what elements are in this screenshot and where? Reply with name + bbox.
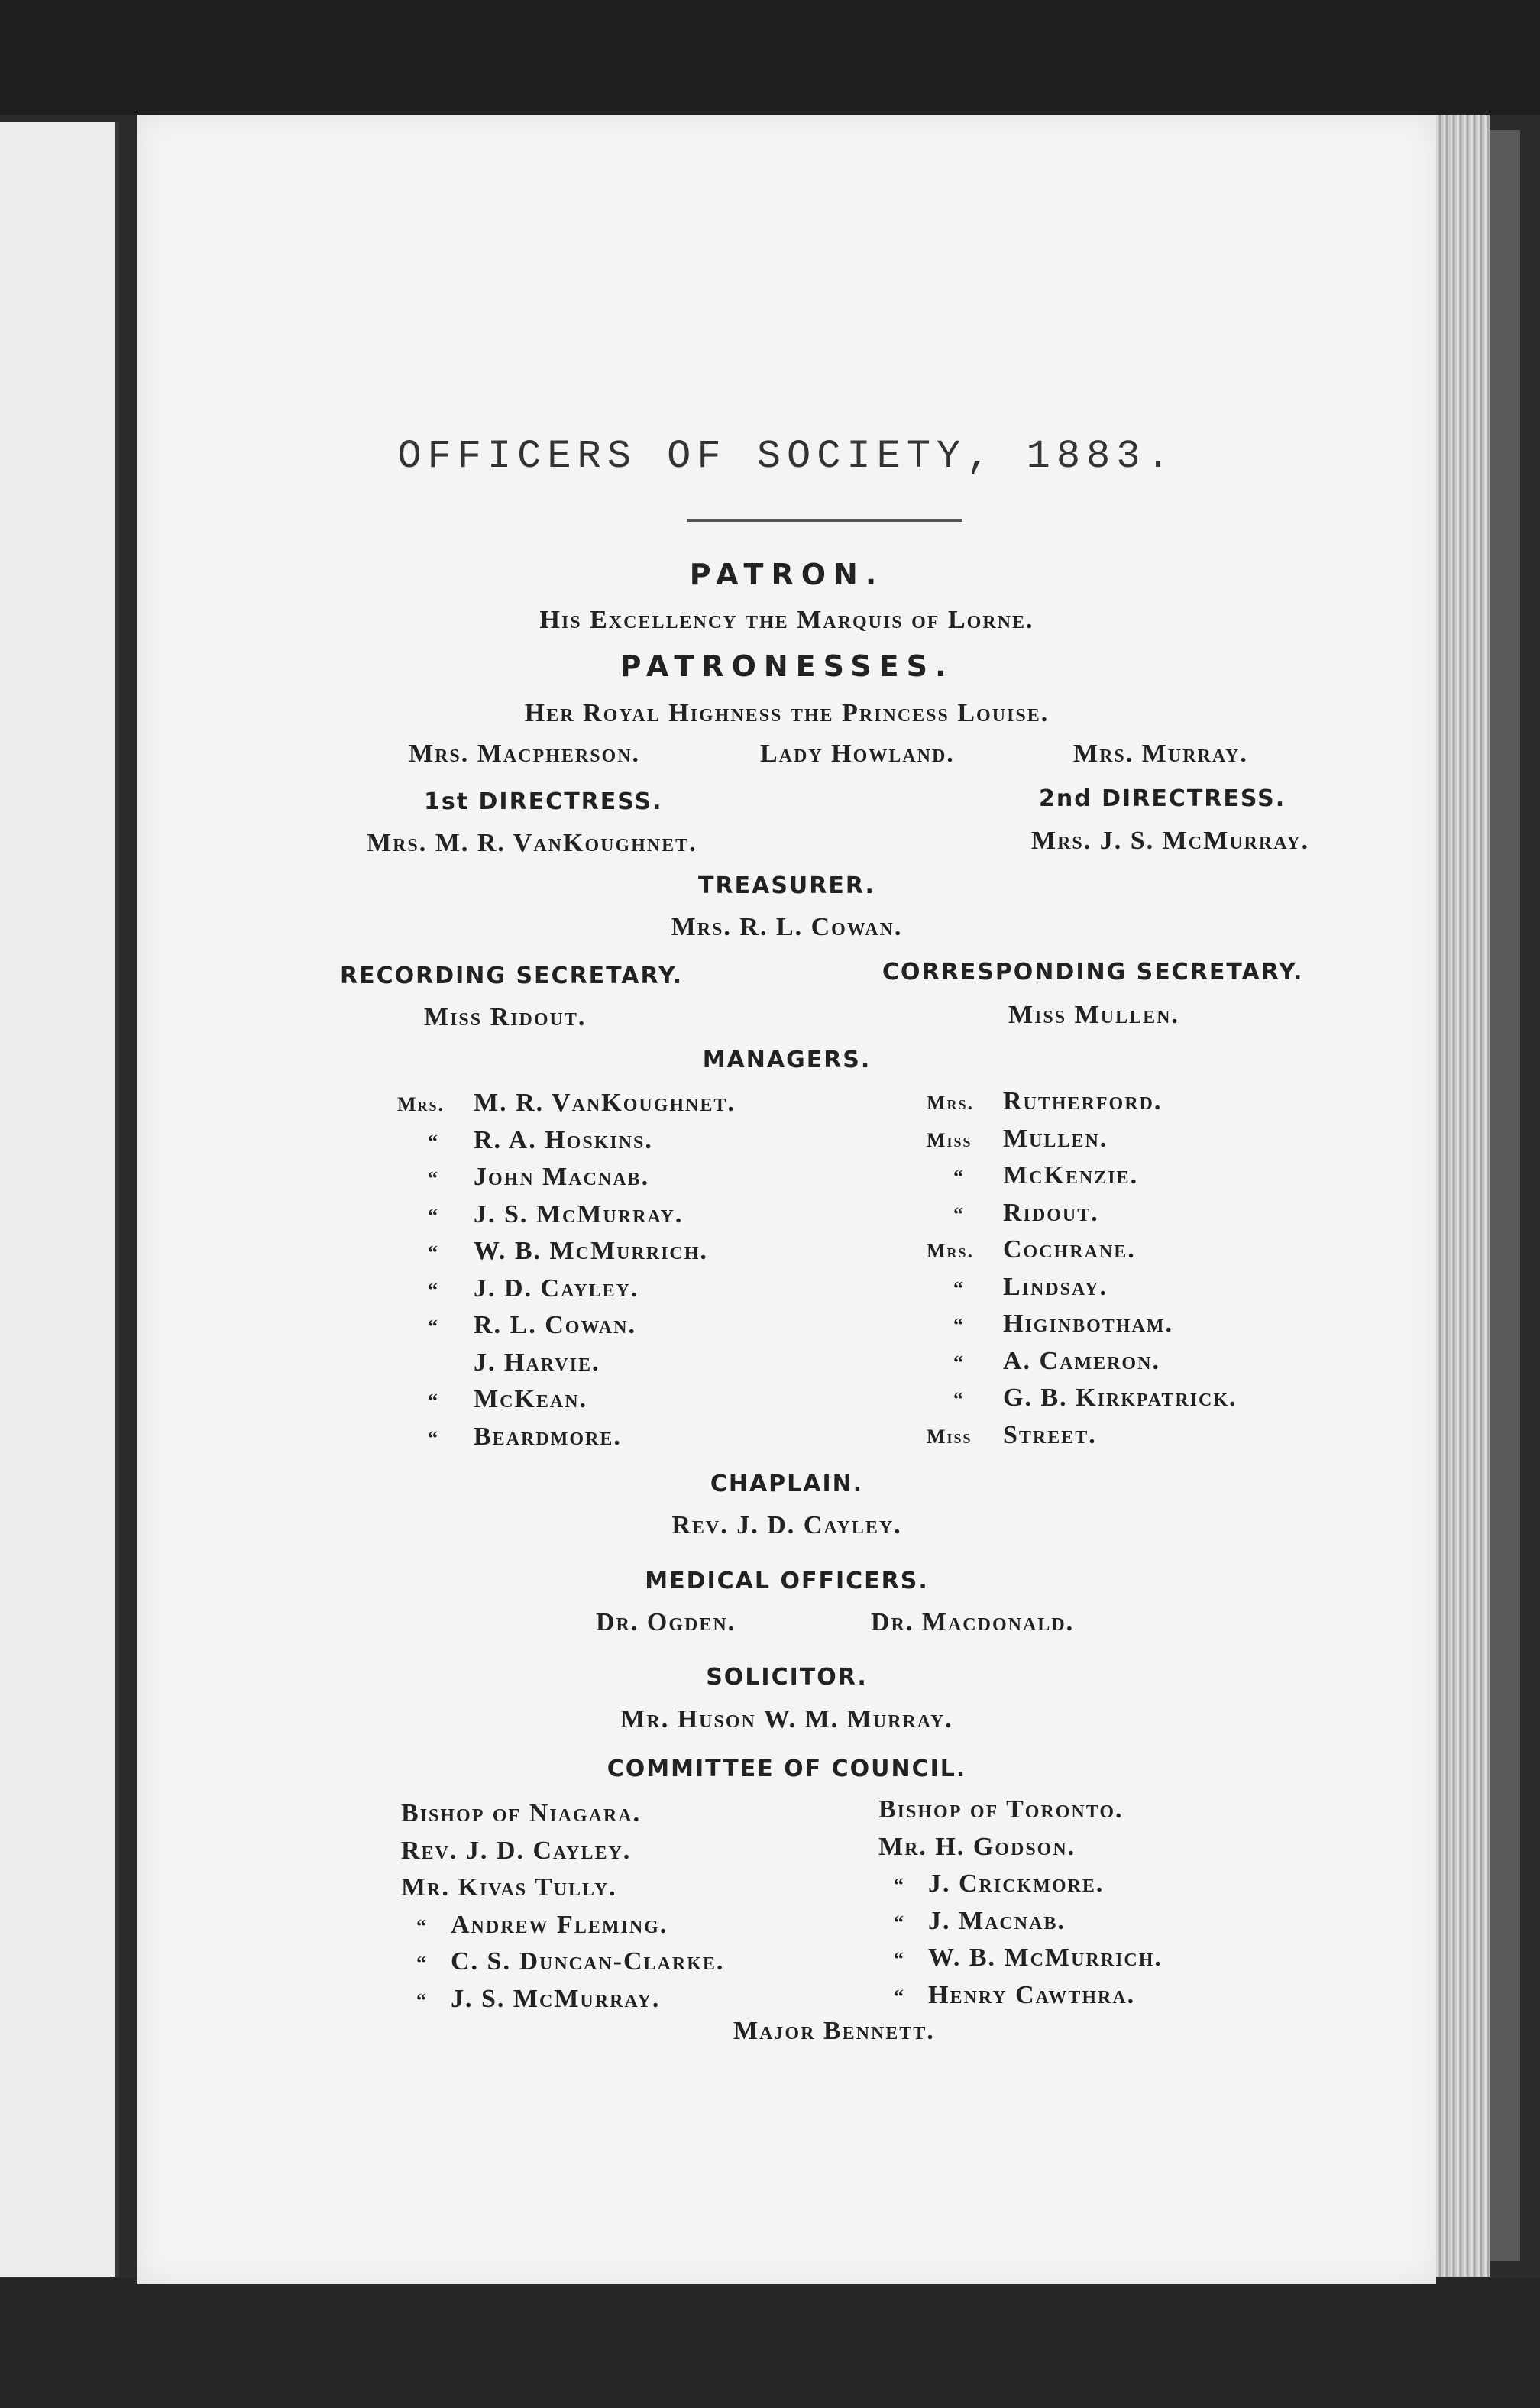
committee-entry: Rev. J. D. Cayley. <box>401 1836 632 1865</box>
manager-entry: “ G. B. Kirkpatrick. <box>953 1384 1238 1412</box>
committee-entry: “ J. S. McMurray. <box>416 1984 661 2013</box>
book-cover-edge <box>1490 130 1520 2261</box>
committee-entry: “ Andrew Fleming. <box>416 1910 668 1939</box>
manager-entry: “ Higinbotham. <box>953 1309 1173 1338</box>
manager-entry: Miss Street. <box>927 1420 1097 1449</box>
manager-entry: “ Beardmore. <box>428 1422 622 1451</box>
recording-secretary-heading: RECORDING SECRETARY. <box>340 963 684 989</box>
committee-entry: Bishop of Niagara. <box>401 1799 642 1827</box>
manager-entry: “ Ridout. <box>953 1198 1099 1227</box>
committee-final-name: Major Bennett. <box>733 2017 935 2045</box>
recording-secretary-name: Miss Ridout. <box>424 1003 587 1031</box>
patroness-name: Lady Howland. <box>760 740 955 768</box>
manager-entry: J. Harvie. <box>474 1348 600 1377</box>
manager-entry: Mrs. Cochrane. <box>927 1235 1136 1264</box>
manager-entry: “ McKenzie. <box>953 1161 1139 1189</box>
patron-name: His Excellency the Marquis of Lorne. <box>539 606 1034 634</box>
committee-entry: Mr. Kivas Tully. <box>401 1873 617 1901</box>
manager-entry: Miss Mullen. <box>927 1124 1108 1153</box>
patroness-name: Mrs. Murray. <box>1073 740 1248 768</box>
treasurer-heading: TREASURER. <box>698 872 875 899</box>
first-directress-heading: 1st DIRECTRESS. <box>424 788 663 815</box>
manager-entry: “ McKean. <box>428 1385 588 1413</box>
treasurer-name: Mrs. R. L. Cowan. <box>671 913 903 941</box>
manager-entry: Mrs. Rutherford. <box>927 1087 1163 1115</box>
manager-entry: “ R. L. Cowan. <box>428 1311 636 1339</box>
film-border-bottom <box>0 2278 1540 2408</box>
manager-entry: “ W. B. McMurrich. <box>428 1237 708 1265</box>
managers-heading: MANAGERS. <box>702 1047 872 1073</box>
second-directress-heading: 2nd DIRECTRESS. <box>1039 785 1286 812</box>
manager-entry: “ J. D. Cayley. <box>428 1274 639 1303</box>
film-border-top <box>0 0 1540 115</box>
committee-entry: “ W. B. McMurrich. <box>894 1944 1163 1972</box>
committee-heading: COMMITTEE OF COUNCIL. <box>607 1756 967 1782</box>
title-rule <box>688 519 962 522</box>
medical-officer-name: Dr. Ogden. <box>596 1608 736 1636</box>
committee-entry: “ C. S. Duncan-Clarke. <box>416 1947 725 1976</box>
page-title: OFFICERS OF SOCIETY, 1883. <box>397 434 1176 479</box>
committee-entry: “ Henry Cawthra. <box>894 1980 1136 2009</box>
page-stack-edge <box>1428 115 1490 2277</box>
solicitor-name: Mr. Huson W. M. Murray. <box>620 1705 953 1733</box>
patron-heading: PATRON. <box>689 558 885 591</box>
patroness-name: Mrs. Macpherson. <box>409 740 641 768</box>
managers-right-list <box>927 1087 1238 1458</box>
manager-entry: “ Lindsay. <box>953 1272 1108 1301</box>
first-directress-name: Mrs. M. R. VanKoughnet. <box>367 829 697 857</box>
committee-entry: Mr. H. Godson. <box>878 1832 1076 1861</box>
chaplain-heading: CHAPLAIN. <box>710 1471 864 1497</box>
manager-entry: “ R. A. Hoskins. <box>428 1125 653 1154</box>
manager-entry: “ A. Cameron. <box>953 1346 1160 1375</box>
manager-entry: “ John Macnab. <box>428 1163 650 1191</box>
corresponding-secretary-name: Miss Mullen. <box>1008 1001 1179 1029</box>
second-directress-name: Mrs. J. S. McMurray. <box>1031 827 1310 855</box>
facing-page-edge <box>0 122 119 2277</box>
committee-right-list <box>878 1795 1163 2018</box>
medical-officer-name: Dr. Macdonald. <box>871 1608 1075 1636</box>
patroness-main: Her Royal Highness the Princess Louise. <box>524 699 1050 727</box>
document-page <box>138 115 1436 2284</box>
corresponding-secretary-heading: CORRESPONDING SECRETARY. <box>882 959 1304 986</box>
committee-entry: “ J. Macnab. <box>894 1906 1066 1935</box>
manager-entry: Mrs. M. R. VanKoughnet. <box>397 1089 736 1117</box>
committee-entry: Bishop of Toronto. <box>878 1795 1124 1824</box>
committee-left-list <box>401 1799 724 2021</box>
medical-officers-heading: MEDICAL OFFICERS. <box>645 1568 929 1594</box>
committee-entry: “ J. Crickmore. <box>894 1869 1105 1898</box>
chaplain-name: Rev. J. D. Cayley. <box>671 1511 902 1539</box>
solicitor-heading: SOLICITOR. <box>706 1664 868 1691</box>
patronesses-heading: PATRONESSES. <box>620 649 954 683</box>
manager-entry: “ J. S. McMurray. <box>428 1199 684 1228</box>
managers-left-list <box>397 1089 736 1459</box>
